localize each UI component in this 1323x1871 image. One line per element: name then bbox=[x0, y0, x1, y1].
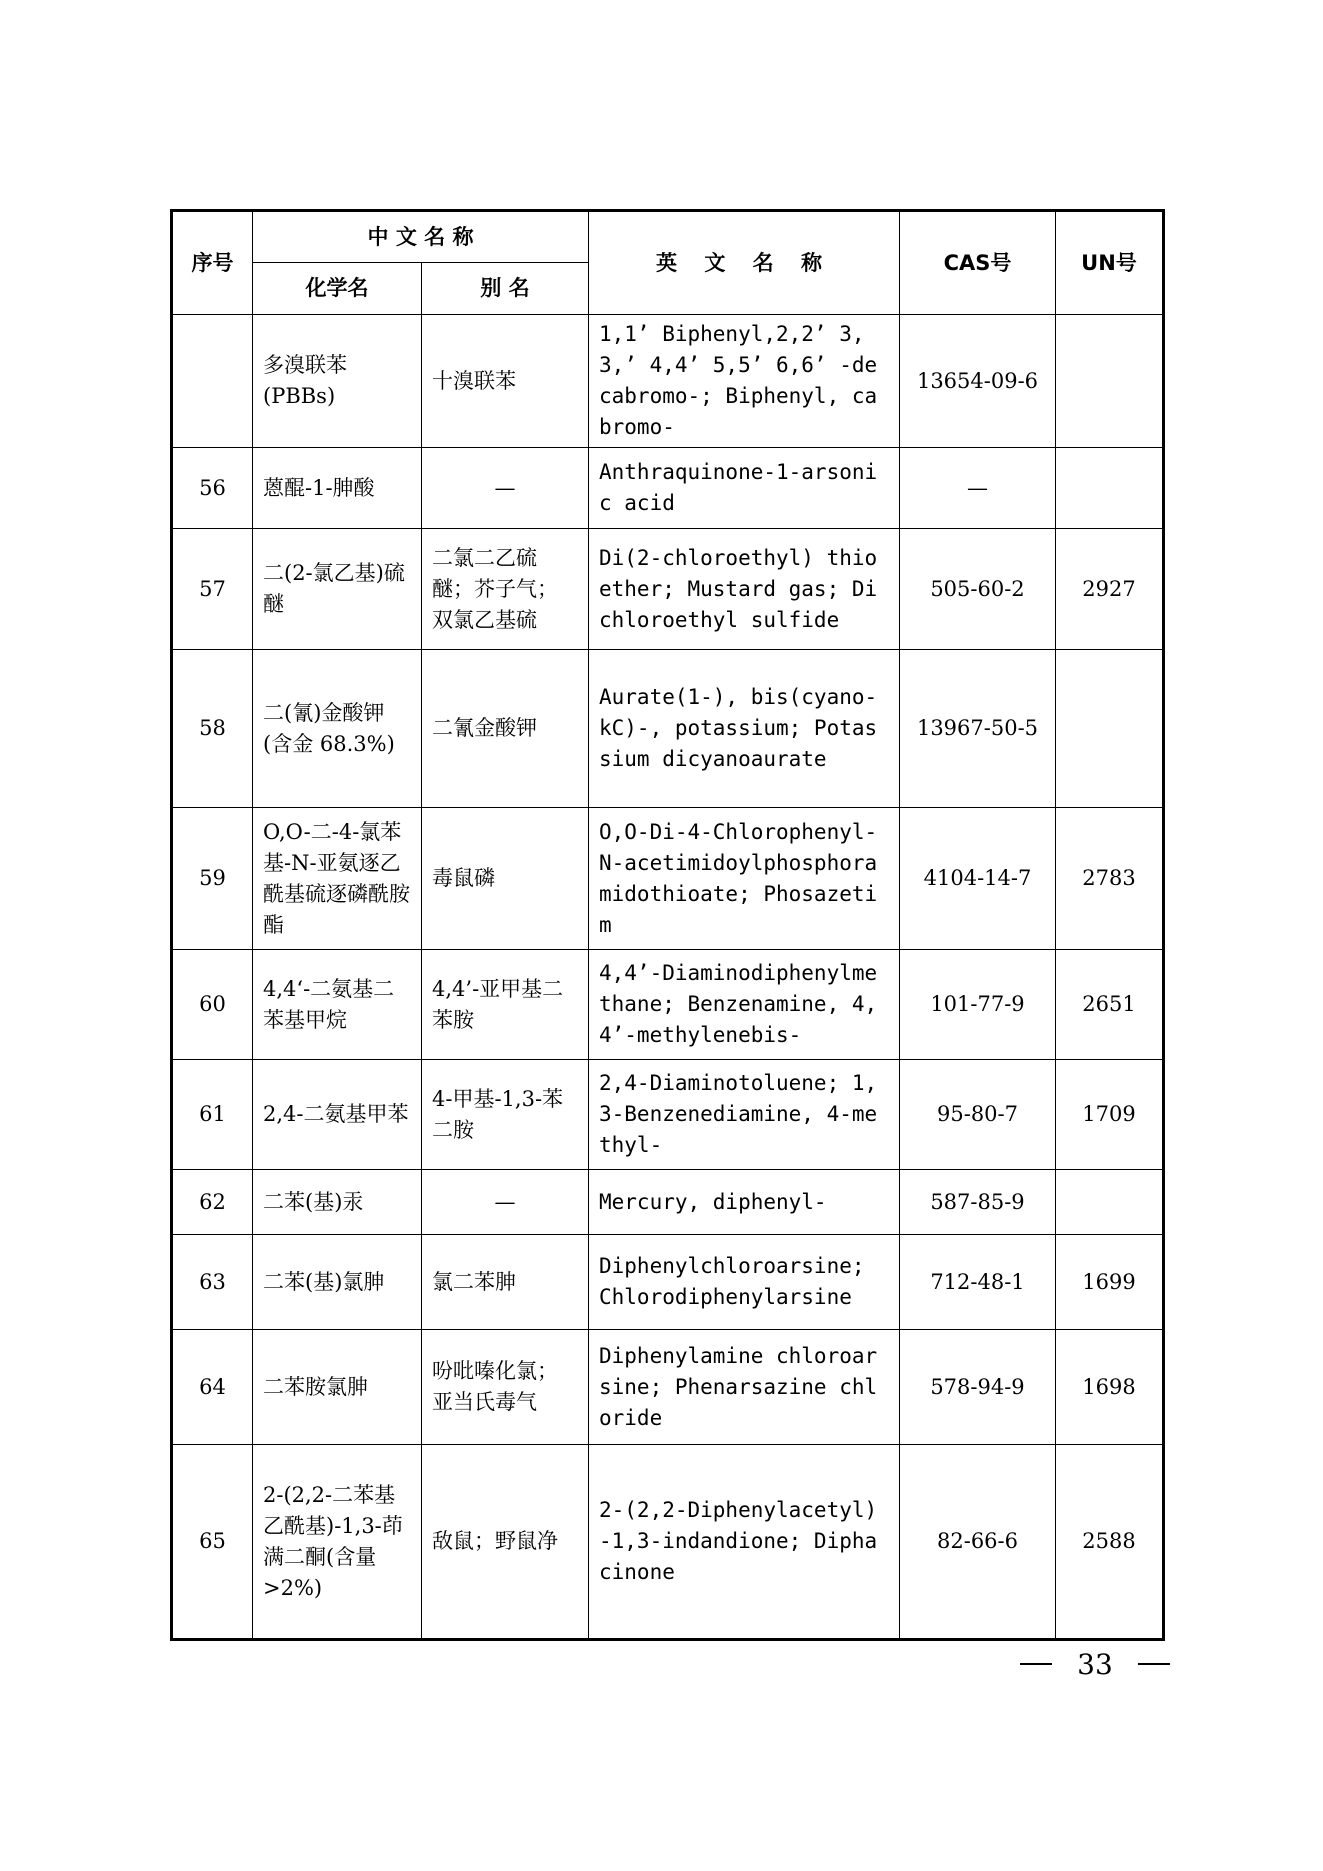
row-cas: 82-66-6 bbox=[900, 1445, 1056, 1640]
row-alias: 二氯二乙硫醚；芥子气；双氯乙基硫 bbox=[422, 529, 589, 650]
row-un: 1698 bbox=[1056, 1330, 1164, 1445]
row-alias: 敌鼠；野鼠净 bbox=[422, 1445, 589, 1640]
row-un bbox=[1056, 448, 1164, 529]
row-alias: 二氰金酸钾 bbox=[422, 650, 589, 808]
header-no: 序号 bbox=[172, 211, 253, 315]
table-row bbox=[172, 650, 1164, 808]
row-english-name: Aurate(1-), bis(cyano-kC)-, potassium; Potassium dicyanoaurate bbox=[589, 650, 900, 808]
row-no: 60 bbox=[172, 950, 253, 1060]
row-cas: 712-48-1 bbox=[900, 1235, 1056, 1330]
row-cas: 95-80-7 bbox=[900, 1060, 1056, 1170]
row-english-name: Diphenylamine chloroarsine; Phenarsazine chloride bbox=[589, 1330, 900, 1445]
row-chemical-name: 二苯(基)氯胂 bbox=[253, 1235, 422, 1330]
row-un: 2588 bbox=[1056, 1445, 1164, 1640]
row-english-name: 2,4-Diaminotoluene; 1,3-Benzenediamine, 4-methyl- bbox=[589, 1060, 900, 1170]
row-cas: — bbox=[900, 448, 1056, 529]
row-english-name: 4,4’-Diaminodiphenylmethane; Benzenamine, 4,4’-methylenebis- bbox=[589, 950, 900, 1060]
row-english-name: Di(2-chloroethyl) thioether; Mustard gas; Dichloroethyl sulfide bbox=[589, 529, 900, 650]
row-no: 62 bbox=[172, 1170, 253, 1235]
row-alias: 氯二苯胂 bbox=[422, 1235, 589, 1330]
row-cas: 13654-09-6 bbox=[900, 315, 1056, 448]
table-row bbox=[172, 1330, 1164, 1445]
page-number-dash-left bbox=[1020, 1663, 1052, 1665]
row-un: 1699 bbox=[1056, 1235, 1164, 1330]
row-un bbox=[1056, 315, 1164, 448]
table-row bbox=[172, 448, 1164, 529]
header-chemical-name: 化学名 bbox=[253, 263, 422, 315]
row-chemical-name: 蒽醌-1-胂酸 bbox=[253, 448, 422, 529]
row-no: 59 bbox=[172, 808, 253, 950]
row-english-name: Diphenylchloroarsine; Chlorodiphenylarsine bbox=[589, 1235, 900, 1330]
row-no: 61 bbox=[172, 1060, 253, 1170]
row-un: 2927 bbox=[1056, 529, 1164, 650]
row-no: 65 bbox=[172, 1445, 253, 1640]
row-chemical-name: 二苯胺氯胂 bbox=[253, 1330, 422, 1445]
row-english-name: 2-(2,2-Diphenylacetyl)-1,3-indandione; Diphacinone bbox=[589, 1445, 900, 1640]
row-chemical-name: 多溴联苯 (PBBs) bbox=[253, 315, 422, 448]
row-chemical-name: 二(2-氯乙基)硫醚 bbox=[253, 529, 422, 650]
row-no: 58 bbox=[172, 650, 253, 808]
page-number bbox=[1020, 1644, 1170, 1684]
row-no: 57 bbox=[172, 529, 253, 650]
table-row bbox=[172, 808, 1164, 950]
row-alias: 毒鼠磷 bbox=[422, 808, 589, 950]
row-english-name: 1,1’ Biphenyl,2,2’ 3,3,’ 4,4’ 5,5’ 6,6’ -decabromo-; Biphenyl, cabromo- bbox=[589, 315, 900, 448]
row-cas: 587-85-9 bbox=[900, 1170, 1056, 1235]
row-chemical-name: 2-(2,2-二苯基乙酰基)-1,3-茚满二酮(含量>2%) bbox=[253, 1445, 422, 1640]
row-cas: 13967-50-5 bbox=[900, 650, 1056, 808]
row-alias: 吩吡嗪化氯；亚当氏毒气 bbox=[422, 1330, 589, 1445]
row-chemical-name: 二(氰)金酸钾 (含金 68.3%) bbox=[253, 650, 422, 808]
row-english-name: Anthraquinone-1-arsonic acid bbox=[589, 448, 900, 529]
row-alias: 十溴联苯 bbox=[422, 315, 589, 448]
row-un: 2651 bbox=[1056, 950, 1164, 1060]
table-row bbox=[172, 529, 1164, 650]
header-un: UN号 bbox=[1056, 211, 1164, 315]
row-chemical-name: 4,4‘-二氨基二苯基甲烷 bbox=[253, 950, 422, 1060]
row-cas: 4104-14-7 bbox=[900, 808, 1056, 950]
header-english-name: 英 文 名 称 bbox=[589, 211, 900, 315]
row-un: 2783 bbox=[1056, 808, 1164, 950]
row-english-name: O,O-Di-4-Chlorophenyl-N-acetimidoylphosphoramidothioate; Phosazetim bbox=[589, 808, 900, 950]
row-alias: 4-甲基-1,3-苯二胺 bbox=[422, 1060, 589, 1170]
row-cas: 505-60-2 bbox=[900, 529, 1056, 650]
row-un bbox=[1056, 650, 1164, 808]
row-chemical-name: 二苯(基)汞 bbox=[253, 1170, 422, 1235]
table-row bbox=[172, 1170, 1164, 1235]
row-english-name: Mercury, diphenyl- bbox=[589, 1170, 900, 1235]
row-chemical-name: 2,4-二氨基甲苯 bbox=[253, 1060, 422, 1170]
row-un bbox=[1056, 1170, 1164, 1235]
row-alias: — bbox=[422, 448, 589, 529]
page-number-value: 33 bbox=[1077, 1647, 1113, 1681]
table-row bbox=[172, 950, 1164, 1060]
table-row bbox=[172, 1445, 1164, 1640]
row-no: 56 bbox=[172, 448, 253, 529]
table-row bbox=[172, 315, 1164, 448]
chemical-table bbox=[170, 209, 1165, 1641]
header-alias: 别 名 bbox=[422, 263, 589, 315]
row-cas: 578-94-9 bbox=[900, 1330, 1056, 1445]
row-alias: — bbox=[422, 1170, 589, 1235]
row-un: 1709 bbox=[1056, 1060, 1164, 1170]
header-chinese-name: 中 文 名 称 bbox=[253, 211, 589, 263]
table-row bbox=[172, 1060, 1164, 1170]
header-cas: CAS号 bbox=[900, 211, 1056, 315]
row-no: 64 bbox=[172, 1330, 253, 1445]
table-row bbox=[172, 1235, 1164, 1330]
row-chemical-name: O,O-二-4-氯苯基-N-亚氨逐乙酰基硫逐磷酰胺酯 bbox=[253, 808, 422, 950]
row-cas: 101-77-9 bbox=[900, 950, 1056, 1060]
row-no bbox=[172, 315, 253, 448]
row-alias: 4,4’-亚甲基二苯胺 bbox=[422, 950, 589, 1060]
page-number-dash-right bbox=[1138, 1663, 1170, 1665]
row-no: 63 bbox=[172, 1235, 253, 1330]
